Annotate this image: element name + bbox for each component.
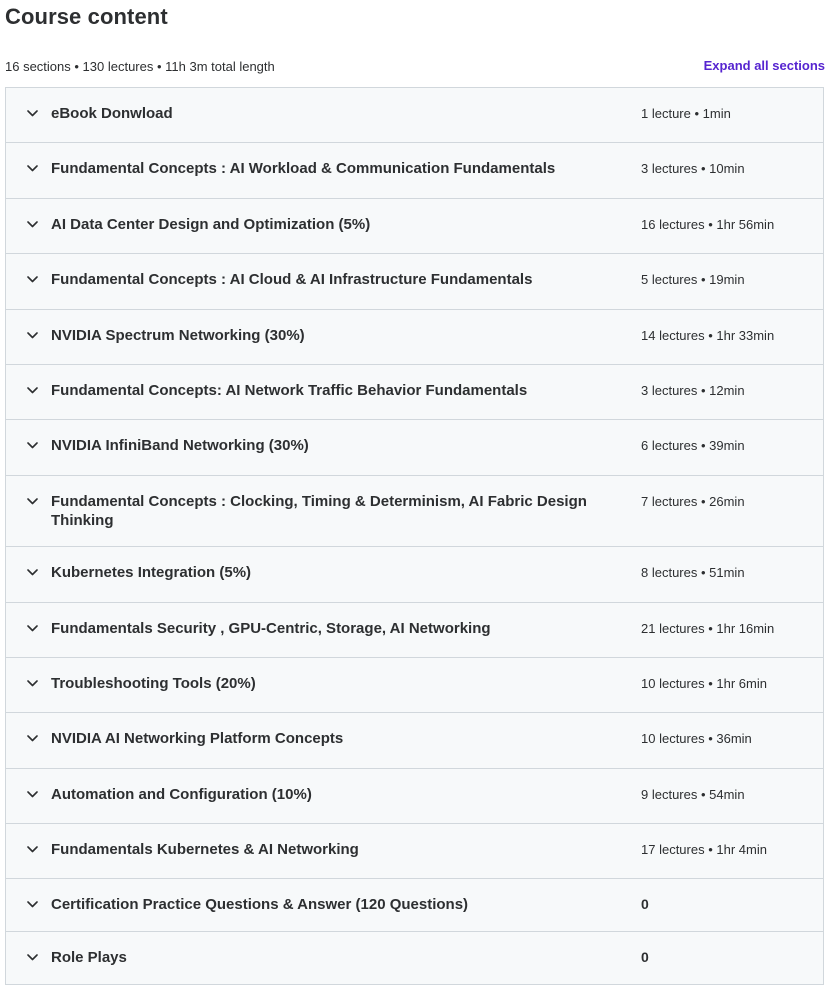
expand-all-sections-button[interactable]: Expand all sections [703, 58, 825, 73]
section-title: Fundamental Concepts : AI Cloud & AI Infrastructure Fundamentals [51, 271, 533, 288]
section-title: Automation and Configuration (10%) [51, 786, 312, 803]
section-row[interactable] [6, 420, 823, 476]
section-meta: 1 lecture • 1min [641, 106, 731, 121]
section-row[interactable] [6, 547, 823, 603]
section-row[interactable] [6, 824, 823, 879]
section-title: Fundamentals Kubernetes & AI Networking [51, 841, 359, 858]
section-row[interactable] [6, 365, 823, 420]
section-meta: 8 lectures • 51min [641, 565, 745, 580]
section-meta: 9 lectures • 54min [641, 787, 745, 802]
chevron-down-icon [26, 439, 38, 451]
section-meta: 10 lectures • 1hr 6min [641, 676, 767, 691]
section-title: AI Data Center Design and Optimization (5%) [51, 216, 371, 233]
section-title: NVIDIA Spectrum Networking (30%) [51, 327, 305, 344]
chevron-down-icon [26, 622, 38, 634]
section-row[interactable] [6, 603, 823, 658]
section-meta: 6 lectures • 39min [641, 438, 745, 453]
section-title: Fundamentals Security , GPU-Centric, Storage, AI Networking [51, 620, 491, 637]
section-row[interactable] [6, 199, 823, 254]
course-summary-bar [5, 58, 825, 78]
section-meta: 3 lectures • 10min [641, 161, 745, 176]
section-row[interactable] [6, 932, 823, 984]
section-meta: 3 lectures • 12min [641, 383, 745, 398]
section-row[interactable] [6, 769, 823, 824]
chevron-down-icon [26, 566, 38, 578]
section-row[interactable] [6, 254, 823, 310]
chevron-down-icon [26, 951, 38, 963]
section-meta: 0 [641, 896, 649, 912]
section-title: Kubernetes Integration (5%) [51, 564, 252, 581]
course-summary: 16 sections • 130 lectures • 11h 3m total length [5, 59, 275, 74]
section-row[interactable] [6, 713, 823, 769]
section-meta: 0 [641, 949, 649, 965]
section-meta: 14 lectures • 1hr 33min [641, 328, 775, 343]
section-meta: 5 lectures • 19min [641, 272, 745, 287]
chevron-down-icon [26, 732, 38, 744]
section-title: Fundamental Concepts : AI Workload & Communication Fundamentals [51, 160, 556, 177]
section-row[interactable] [6, 476, 823, 547]
section-title: eBook Donwload [51, 105, 173, 122]
section-row[interactable] [6, 143, 823, 199]
section-row[interactable] [6, 658, 823, 713]
section-meta: 17 lectures • 1hr 4min [641, 842, 767, 857]
section-title: Fundamental Concepts: AI Network Traffic Behavior Fundamentals [51, 382, 528, 399]
chevron-down-icon [26, 898, 38, 910]
section-meta: 21 lectures • 1hr 16min [641, 621, 775, 636]
chevron-down-icon [26, 677, 38, 689]
section-title: Fundamental Concepts : Clocking, Timing & Determinism, AI Fabric Design Thinking [51, 493, 587, 529]
section-meta: 10 lectures • 36min [641, 731, 752, 746]
chevron-down-icon [26, 384, 38, 396]
section-title: NVIDIA AI Networking Platform Concepts [51, 730, 344, 747]
section-title: Troubleshooting Tools (20%) [51, 675, 256, 692]
chevron-down-icon [26, 218, 38, 230]
chevron-down-icon [26, 107, 38, 119]
section-row[interactable] [6, 879, 823, 932]
chevron-down-icon [26, 843, 38, 855]
section-title: Certification Practice Questions & Answer (120 Questions) [51, 896, 469, 913]
section-row[interactable] [6, 310, 823, 365]
chevron-down-icon [26, 495, 38, 507]
chevron-down-icon [26, 329, 38, 341]
section-title: Role Plays [51, 949, 127, 966]
chevron-down-icon [26, 788, 38, 800]
chevron-down-icon [26, 162, 38, 174]
section-title: NVIDIA InfiniBand Networking (30%) [51, 437, 309, 454]
page-title: Course content [5, 4, 168, 29]
section-meta: 16 lectures • 1hr 56min [641, 217, 775, 232]
section-list [5, 87, 824, 985]
section-meta: 7 lectures • 26min [641, 494, 745, 509]
section-row[interactable] [6, 88, 823, 143]
chevron-down-icon [26, 273, 38, 285]
